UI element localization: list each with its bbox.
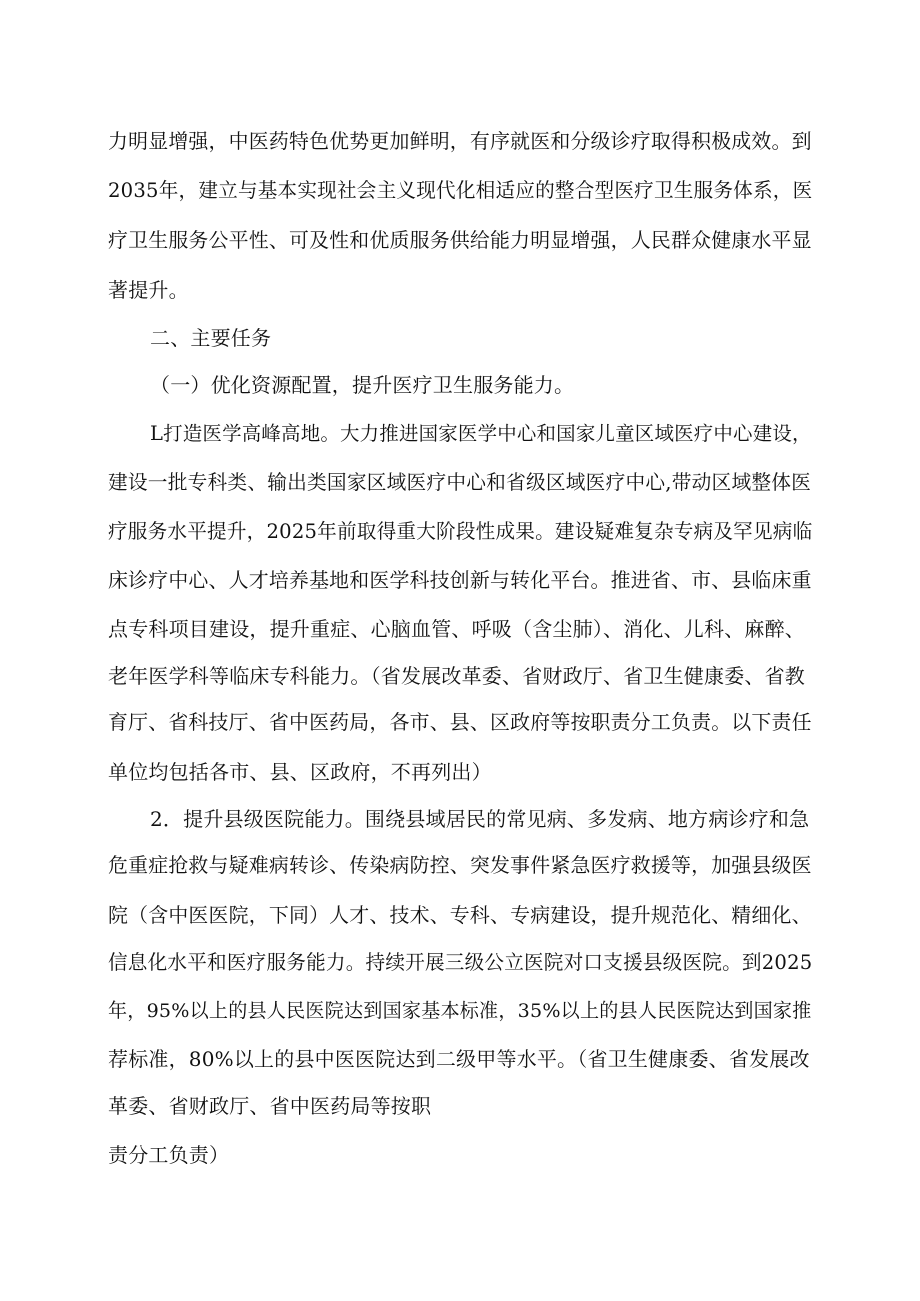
body-text-line: 疗卫生服务公平性、可及性和优质服务供给能力明显增强，人民群众健康水平显 <box>108 229 812 252</box>
body-text-line: 床诊疗中心、人才培养基地和医学科技创新与转化平台。推进省、市、县临床重 <box>108 569 812 592</box>
body-text-line: 育厅、省科技厅、省中医药局，各市、县、区政府等按职责分工负责。以下责任 <box>108 711 812 734</box>
body-text-line: L打造医学高峰高地。大力推进国家医学中心和国家儿童区域医疗中心建设， <box>150 422 812 445</box>
body-text-line: 年，95%以上的县人民医院达到国家基本标准，35%以上的县人民医院达到国家推 <box>108 999 812 1022</box>
section-heading: 二、主要任务 <box>150 326 272 350</box>
body-text-line: 革委、省财政厅、省中医药局等按职 <box>108 1094 432 1118</box>
subsection-heading: （一）优化资源配置，提升医疗卫生服务能力。 <box>150 373 575 397</box>
body-text-line: 点专科项目建设，提升重症、心脑血管、呼吸（含尘肺）、消化、儿科、麻醉、 <box>108 617 805 641</box>
body-text-line: 单位均包括各市、县、区政府，不再列出） <box>108 760 492 784</box>
body-text-line: 著提升。 <box>108 278 189 302</box>
body-text-line: 2．提升县级医院能力。围绕县域居民的常见病、多发病、地方病诊疗和急 <box>150 807 810 831</box>
body-text-line: 危重症抢救与疑难病转诊、传染病防控、突发事件紧急医疗救援等，加强县级医 <box>108 854 812 877</box>
body-text-line: 老年医学科等临床专科能力。（省发展改革委、省财政厅、省卫生健康委、省教 <box>108 664 805 688</box>
body-text-line: 院（含中医医院，下同）人才、技术、专科、专病建设，提升规范化、精细化、 <box>108 904 812 927</box>
body-text-line: 建设一批专科类、输出类国家区域医疗中心和省级区域医疗中心,带动区域整体医 <box>108 471 812 494</box>
body-text-line: 2035年，建立与基本实现社会主义现代化相适应的整合型医疗卫生服务体系，医 <box>108 179 813 202</box>
body-text-line: 信息化水平和医疗服务能力。持续开展三级公立医院对口支援县级医院。到2025 <box>108 951 813 974</box>
body-text-line: 责分工负责） <box>108 1143 230 1167</box>
body-text-line: 疗服务水平提升，2025年前取得重大阶段性成果。建设疑难复杂专病及罕见病临 <box>108 520 813 543</box>
body-text-line: 力明显增强，中医药特色优势更加鲜明，有序就医和分级诊疗取得积极成效。到 <box>108 130 812 153</box>
body-text-line: 荐标准，80%以上的县中医医院达到二级甲等水平。（省卫生健康委、省发展改 <box>108 1047 810 1071</box>
